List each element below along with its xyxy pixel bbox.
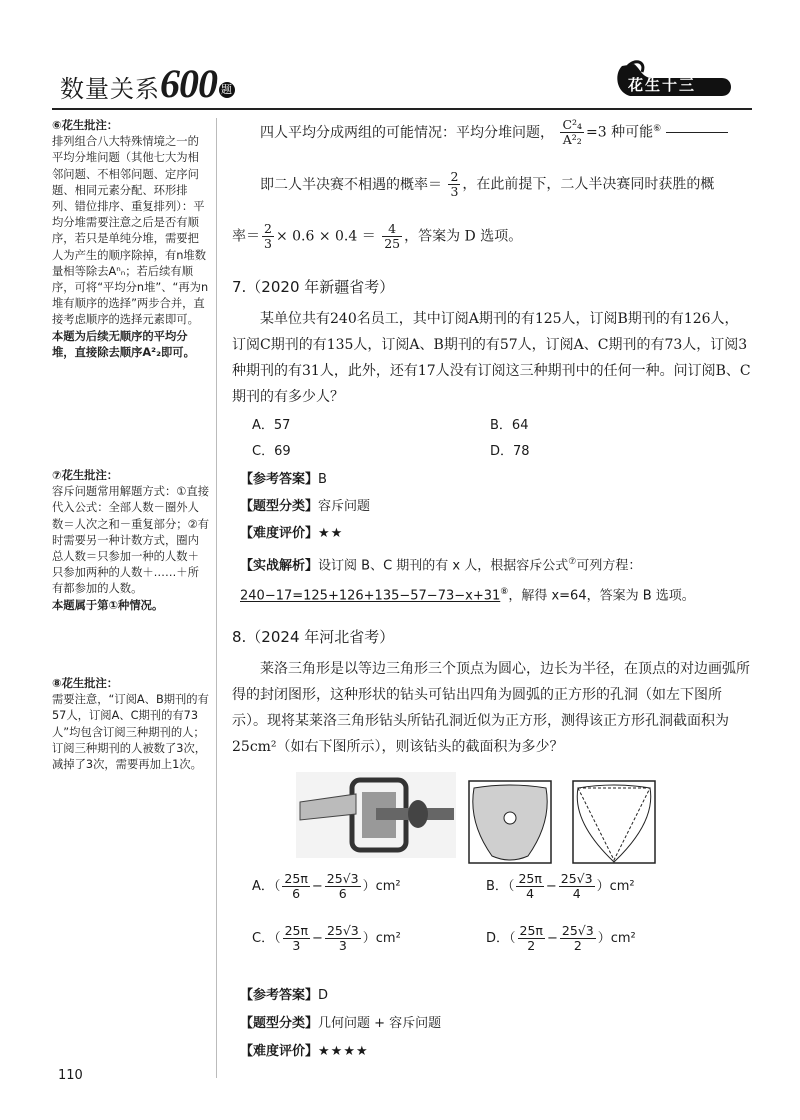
fraction-numerator: 25√3 <box>326 871 359 886</box>
note-ref-8: ⑧ <box>500 587 509 598</box>
fraction-2-3-b <box>262 222 274 251</box>
type-label: 【题型分类】 <box>240 1016 319 1031</box>
fraction-denominator: 3 <box>338 938 347 953</box>
difficulty-stars: ★★★★ <box>318 1044 369 1059</box>
note-6 <box>52 118 210 361</box>
fraction-numerator: 25π <box>284 871 308 886</box>
note-7-body: 容斥问题常用解题方式：①直接代入公式：全部人数－圈外人数＝人次之和－重复部分；②有时需要另一种计数方式，圈内总人数＝只参加一种的人数＋只参加两种的人数＋……＋所有都参加的人数。 <box>52 485 209 596</box>
fraction-denominator: 3 <box>450 184 459 199</box>
q8-option-b: B．（ $\frac{25\pi}{4}$ − $\frac{25√3}{4}$ ）cm² <box>486 871 635 901</box>
fraction <box>325 924 361 953</box>
note-7 <box>52 468 210 614</box>
note-8-head: ⑧花生批注： <box>52 677 119 690</box>
fraction <box>516 872 543 901</box>
page-number: 110 <box>58 1068 83 1083</box>
fraction-denominator: 3 <box>292 938 301 953</box>
difficulty-label: 【难度评价】 <box>240 1044 319 1059</box>
type-label: 【题型分类】 <box>240 499 319 514</box>
drill-photo-figure <box>296 772 456 858</box>
prev-solution-tail: =3 种可能 <box>586 124 654 141</box>
analysis-text: 设订阅 B、C 期刊的有 x 人，根据容斥公式 <box>318 558 569 574</box>
answer-label: 【参考答案】 <box>240 988 319 1003</box>
fraction-2-3 <box>448 170 460 199</box>
fraction-denominator: 25 <box>384 236 401 251</box>
fraction <box>518 924 545 953</box>
fraction-denominator: 2 <box>573 938 582 953</box>
note-8-body: 需要注意，“订阅A、B期刊的有57人，订阅A、C期刊的有73人”均包含订阅三种期刊的人；订阅三种期刊的人被数了3次，减掉了3次，需要再加上1次。 <box>52 693 209 772</box>
prev-solution-line-1 <box>232 116 752 147</box>
prev-solution-line-2 <box>232 170 752 199</box>
fraction-denominator: A²₂ <box>562 132 582 148</box>
reuleaux-drill-hole-figure <box>468 780 552 864</box>
probability-head: 率＝ <box>232 228 260 245</box>
fraction <box>559 872 595 901</box>
unit: cm² <box>375 931 401 946</box>
fraction <box>282 872 309 901</box>
fraction-numerator: 25√3 <box>560 871 593 886</box>
note-7-conclusion: 本题属于第①种情况。 <box>52 598 164 612</box>
analysis-answer: ，解得 x=64，答案为 B 选项。 <box>508 588 695 604</box>
q8-option-d: D．（ $\frac{25\pi}{2}$ − $\frac{25√3}{2}$ ）cm² <box>486 923 636 953</box>
note-6-body: 排列组合八大特殊情境之一的平均分堆问题（其他七大为相邻问题、不相邻问题、定序问题、相同元素分配、环形排列、错位排序、重复排列）：平均分堆需要注意之后是否有顺序，若只是单纯分堆，需要把人为产生的顺序除掉，有n堆数量相等除去Aⁿₙ；若后续有顺序，可将“平均分n堆”、“再为n堆有顺序的选择”两步合并，直接考虑顺序的选择元素即可。 <box>52 135 209 327</box>
book-title-suffix: 题 <box>221 83 233 96</box>
probability-product: × 0.6 × 0.4 ＝ <box>275 228 376 245</box>
prev-solution-line-3 <box>232 222 752 251</box>
fraction-numerator: 2 <box>450 169 459 184</box>
analysis-equation: 240−17=125+126+135−57−73−x+31 <box>240 588 501 604</box>
fraction <box>560 924 596 953</box>
q8-option-a: A．（ $\frac{25\pi}{6}$ − $\frac{25√3}{6}$ ）cm² <box>252 871 401 901</box>
fraction-numerator: 25π <box>518 871 542 886</box>
fraction-denominator: 6 <box>338 886 347 901</box>
fraction-denominator: 4 <box>572 886 581 901</box>
answer-label: 【参考答案】 <box>240 472 319 487</box>
probability-text: 即二人半决赛不相遇的概率＝ <box>260 176 442 193</box>
q8-difficulty <box>240 1040 369 1059</box>
note-7-head: ⑦花生批注： <box>52 469 119 482</box>
option-label: A． <box>252 879 274 894</box>
book-title <box>60 60 235 107</box>
fraction-numerator: 25π <box>519 923 543 938</box>
fraction-denominator: 6 <box>292 886 301 901</box>
note-ref-7: ⑦ <box>568 557 577 567</box>
q8-title: 8.（2024 年河北省考） <box>232 628 395 646</box>
note-6-head: ⑥花生批注： <box>52 119 119 132</box>
q7-answer <box>240 468 327 487</box>
header-divider <box>52 108 752 110</box>
fraction-denominator: 4 <box>526 886 535 901</box>
q7-analysis <box>240 549 752 610</box>
probability-answer: ，答案为 D 选项。 <box>404 228 523 245</box>
fraction-c42-a22 <box>560 118 584 147</box>
option-label: D． <box>486 931 510 946</box>
option-label: C． <box>252 931 275 946</box>
book-title-number: 600 <box>160 61 217 106</box>
q7-title: 7.（2020 年新疆省考） <box>232 278 395 296</box>
note-8 <box>52 676 210 773</box>
q7-option-a: A．57 <box>252 418 291 433</box>
analysis-label: 【实战解析】 <box>240 558 319 574</box>
difficulty-stars: ★★ <box>318 526 344 541</box>
q7-type <box>240 495 370 514</box>
fraction-4-25 <box>382 222 402 251</box>
fraction <box>283 924 310 953</box>
fraction-denominator: 3 <box>264 236 272 251</box>
column-divider <box>216 118 217 1078</box>
q7-option-c: C．69 <box>252 444 291 459</box>
q8-type <box>240 1012 441 1031</box>
note-ref-6: ⑥ <box>653 124 662 134</box>
type-value: 容斥问题 <box>318 499 371 514</box>
brand-text: 花生十三 <box>628 76 697 94</box>
difficulty-label: 【难度评价】 <box>240 526 319 541</box>
analysis-text-2: 可列方程： <box>576 558 642 574</box>
answer-value: D <box>318 988 329 1003</box>
type-value: 几何问题 + 容斥问题 <box>318 1016 442 1031</box>
q8-answer <box>240 984 328 1003</box>
q7-difficulty <box>240 522 343 541</box>
unit: cm² <box>609 879 635 894</box>
q7-option-b: B．64 <box>490 418 529 433</box>
fraction-numerator: C²₄ <box>562 117 583 133</box>
q7-stem: 某单位共有240名员工，其中订阅A期刊的有125人，订阅B期刊的有126人，订阅C期刊的有135人，订阅A、B期刊的有57人，订阅A、C期刊的有73人，订阅3种期刊的有31人，此外，还有17人没有订阅这三种期刊中的任何一种。问订阅B、C期刊的有多少人？ <box>232 311 751 405</box>
q7-option-d: D．78 <box>490 444 530 459</box>
option-label: B． <box>486 879 508 894</box>
fraction-numerator: 25√3 <box>326 923 359 938</box>
unit: cm² <box>375 879 401 894</box>
reuleaux-square-figure <box>572 780 656 864</box>
note-6-conclusion: 本题为后续无顺序的平均分堆，直接除去顺序A²₂即可。 <box>52 329 195 359</box>
unit: cm² <box>610 931 636 946</box>
probability-tail: ，在此前提下，二人半决赛同时获胜的概 <box>462 176 715 193</box>
fraction-numerator: 25π <box>284 923 309 938</box>
fraction-numerator: 2 <box>264 221 272 236</box>
fraction-denominator: 2 <box>527 938 536 953</box>
fraction-numerator: 25√3 <box>561 923 594 938</box>
q8-stem: 莱洛三角形是以等边三角形三个顶点为圆心，边长为半径，在顶点的对边画弧所得的封闭图形，这种形状的钻头可钻出四角为圆弧的正方形的孔洞（如左下图所示）。现将某莱洛三角形钻头所钻孔洞近似为正方形，测得该正方形孔洞截面积为 25cm²（如右下图所示），则该钻头的截面积为多少？ <box>232 661 750 755</box>
underline-blank <box>666 132 728 133</box>
fraction-numerator: 4 <box>382 222 402 237</box>
q8-option-c: C．（ $\frac{25\pi}{3}$ − $\frac{25√3}{3}$ ）cm² <box>252 923 401 953</box>
book-title-text: 数量关系 <box>60 75 160 103</box>
fraction <box>325 872 361 901</box>
answer-value: B <box>318 472 327 487</box>
prev-solution-text: 四人平均分成两组的可能情况：平均分堆问题， <box>260 124 554 141</box>
